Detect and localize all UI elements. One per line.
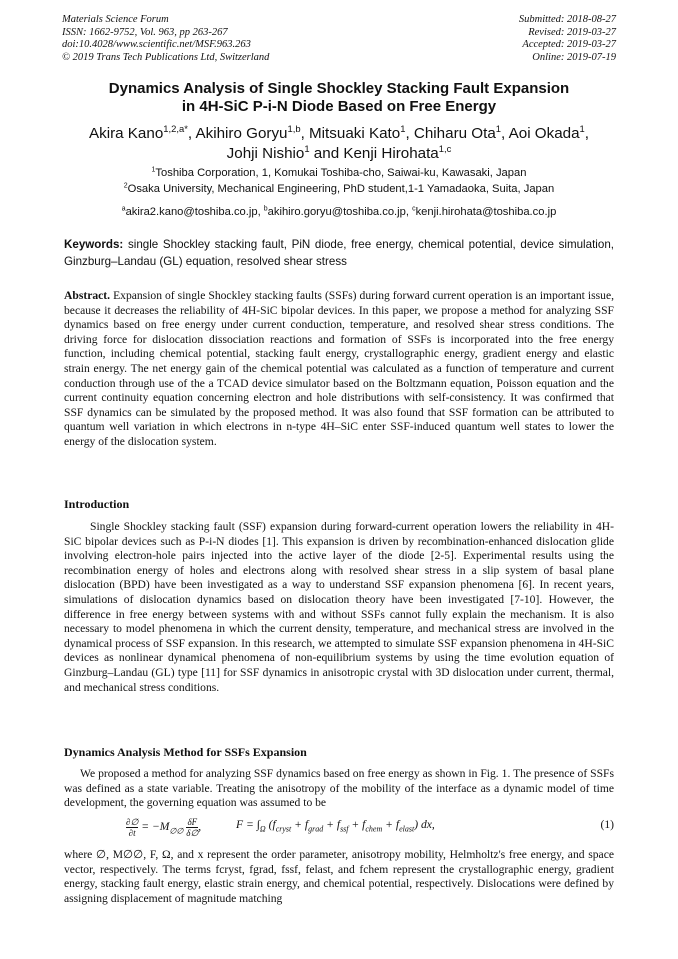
- equation-rhs: $F = \int_\Omega$ $(f_{cryst} + f_{grad} + f_{ssf} + f_{chem} + f_{elast})$ dx,: [236, 818, 435, 834]
- introduction-heading: Introduction: [64, 497, 130, 511]
- affiliation-1: [40, 166, 638, 180]
- abstract-text: Expansion of single Shockley stacking faults (SSFs) during forward current operation is an important issue, because it decreases the reliability of 4H-SiC bipolar devices. In this paper, we propose a method for analyzing SSF dynamics based on free energy under current conduction, temperature, and resolved shear stress conditions. The driving force for dislocation dissociation reactions and formation of SSFs is incorporated into the free energy function, including chemical potential, stacking fault energy, crystallographic energy, gradient energy and elastic strain energy. The net energy gain of the chemical potential was calculated as a function of temperature and current conduction through use of the a TCAD device simulator based on the Boltzmann equation, Poisson equation and the current continuity equation concerning electron and hole distributions with self-consistency. It was confirmed that SSF dynamics can be simulated by the proposed method. It was also found that SSF formation can be attributed to quantum well variation in which electrons in n-type 4H–SiC enter SSF-induced quantum well states to lower the energy of the dislocation system.: [64, 289, 614, 448]
- author-name: Johji Nishio: [226, 145, 305, 162]
- mobility-subscript: ∅∅: [169, 826, 184, 836]
- dates-header: [519, 14, 616, 64]
- abstract-block: [64, 289, 614, 450]
- term-subscript: chem: [365, 824, 383, 834]
- term-subscript: ssf: [340, 824, 349, 834]
- keywords-text: single Shockley stacking fault, PiN diode, free energy, chemical potential, device simulation, Ginzburg–Landau (GL) equation, resolved shear stress: [64, 238, 614, 268]
- email-link[interactable]: akira2.kano@toshiba.co.jp: [125, 206, 258, 218]
- date-submitted: Submitted: 2018-08-27: [518, 14, 616, 25]
- date-online: Online: 2019-07-19: [532, 51, 616, 63]
- method-heading: Dynamics Analysis Method for SSFs Expansion: [64, 745, 307, 759]
- journal-name: Materials Science Forum: [62, 14, 169, 25]
- equation-number: (1): [600, 818, 614, 831]
- introduction-paragraph: Single Shockley stacking fault (SSF) expansion during forward-current operation lowers the reliability in 4H-SiC bipolar devices such as P-i-N diodes [1]. This expansion is driven by recombination-enhanced dislocation glide involving electron-hole pairs injected into the active layer of the diode [2-5]. Experimental results using the recombination energy of holes and electrons along with resolved shear stress in a slip system of basal plane dislocation (BPD) have been investigated as a way to understand SSF expansion phenomena [6]. In recent years, simulations of dislocation dynamics based on dislocation theory have been investigated [7-10]. However, the difference in free energy between systems with and without SSFs cannot fully explain the mechanism. It is also necessary to model phenomena in which the current density, temperature, and mechanical stress are involved in the dynamical process of SSF expansion. In this research, we attempted to simulate SSF expansion phenomena in 4H-SiC devices as nonlinear dynamical phenomena of non-equilibrium systems by using the time evolution equation of Ginzburg–Landau (GL) type [11] for SSF dynamics in anisotropic crystal with 3D dislocation under current, thermal, and mechanical stress conditions.: [64, 520, 614, 694]
- author-name: Akira Kano: [88, 125, 164, 142]
- author-name: Chiharu Ota: [413, 125, 496, 142]
- journal-copyright: © 2019 Trans Tech Publications Ltd, Switzerland: [62, 51, 270, 63]
- lhs-denominator: ∂t: [128, 828, 136, 838]
- author-affiliation-mark: 1: [579, 122, 585, 134]
- author-affiliation-mark: 1,2,a*: [163, 122, 188, 134]
- affiliation-mark: 1: [151, 166, 156, 174]
- abstract-label: Abstract.: [64, 289, 111, 302]
- equation-lhs: ∂∅ ∂t = $-M_{\emptyset\emptyset}$ $\frac{\delta F}{\delta\emptyset}$ ,: [126, 817, 202, 838]
- author-affiliation-mark: 1: [304, 142, 310, 154]
- email-list: $^a$akira2.kano@toshiba.co.jp, $^b$akihiro.goryu@toshiba.co.jp, $^c$kenji.hirohata@toshiba.co.jp: [121, 205, 557, 218]
- journal-issn: ISSN: 1662-9752, Vol. 963, pp 263-267: [62, 26, 228, 38]
- term-subscript: elast: [399, 824, 415, 834]
- keywords-label: Keywords:: [64, 238, 124, 251]
- author-affiliation-mark: 1: [495, 122, 502, 134]
- author-name: Kenji Hirohata: [343, 145, 439, 162]
- journal-doi[interactable]: doi:10.4028/www.scientific.net/MSF.963.263: [62, 39, 251, 50]
- author-list: Akira Kano$^{1,2,a*}$, Akihiro Goryu$^{1,b}$, Mitsuaki Kato$^1$, Chiharu Ota$^1$, Aoi Okada$^1$, Johji Nishio$^1$ and Kenji Hirohata$^{1,c}$: [88, 122, 590, 162]
- frac-denominator: δ∅: [186, 828, 199, 838]
- journal-header: [62, 14, 269, 64]
- email-mark: a: [121, 205, 126, 213]
- paper-title: [40, 80, 638, 116]
- author-name: Akihiro Goryu: [195, 125, 288, 142]
- frac-numerator: δF: [187, 817, 198, 827]
- affiliation-2: [40, 182, 638, 196]
- term-subscript: cryst: [275, 824, 292, 834]
- email-link[interactable]: kenji.hirohata@toshiba.co.jp: [415, 206, 557, 218]
- title-line-2: in 4H-SiC P-i-N Diode Based on Free Energy: [181, 98, 497, 115]
- method-paragraph-2: where ∅, M∅∅, F, Ω, and x represent the order parameter, anisotropy mobility, Helmholtz's free energy, and space vector, respectively. The terms fcryst, fgrad, fssf, felast, and fchem represent the crystallographic energy, gradient energy, stacking fault energy, elastic strain energy, and chemical potential, respectively. Dislocations were defined by assigning displacement of magnitude matching: [64, 848, 614, 905]
- affiliation-mark: 2: [123, 182, 128, 190]
- integral-domain: Ω: [259, 824, 266, 834]
- affiliation-text: Toshiba Corporation, 1, Komukai Toshiba-cho, Saiwai-ku, Kawasaki, Japan: [155, 167, 527, 179]
- keywords-block: [64, 237, 614, 270]
- title-line-1: Dynamics Analysis of Single Shockley Stacking Fault Expansion: [108, 80, 570, 97]
- author-affiliation-mark: 1,c: [438, 142, 452, 154]
- energy-term-open: (f: [268, 818, 276, 831]
- free-energy-integral: F = ∫: [236, 818, 260, 831]
- email-link[interactable]: akihiro.goryu@toshiba.co.jp: [267, 206, 406, 218]
- author-affiliation-mark: 1: [400, 122, 406, 134]
- author-name: Mitsuaki Kato: [309, 125, 401, 142]
- energy-term-close: ) dx,: [414, 818, 435, 831]
- author-affiliation-mark: 1,b: [287, 122, 301, 134]
- date-accepted: Accepted: 2019-03-27: [522, 39, 616, 50]
- lhs-numerator: ∂∅: [126, 817, 139, 827]
- equation-1: [64, 813, 614, 843]
- term-subscript: grad: [308, 824, 324, 834]
- email-mark: c: [412, 205, 416, 213]
- affiliation-text: Osaka University, Mechanical Engineering, PhD student,1-1 Yamadaoka, Suita, Japan: [127, 183, 555, 195]
- author-name: Aoi Okada: [508, 125, 580, 142]
- date-revised: Revised: 2019-03-27: [528, 26, 616, 38]
- equation-mobility: = −M: [141, 820, 170, 834]
- email-mark: b: [263, 205, 268, 213]
- method-paragraph-1: We proposed a method for analyzing SSF dynamics based on free energy as shown in Fig. 1. The presence of SSFs was defined as a state variable. Treating the anisotropy of the mobility of the interface as a dynamic model of time development, the governing equation was assumed to be: [64, 767, 614, 810]
